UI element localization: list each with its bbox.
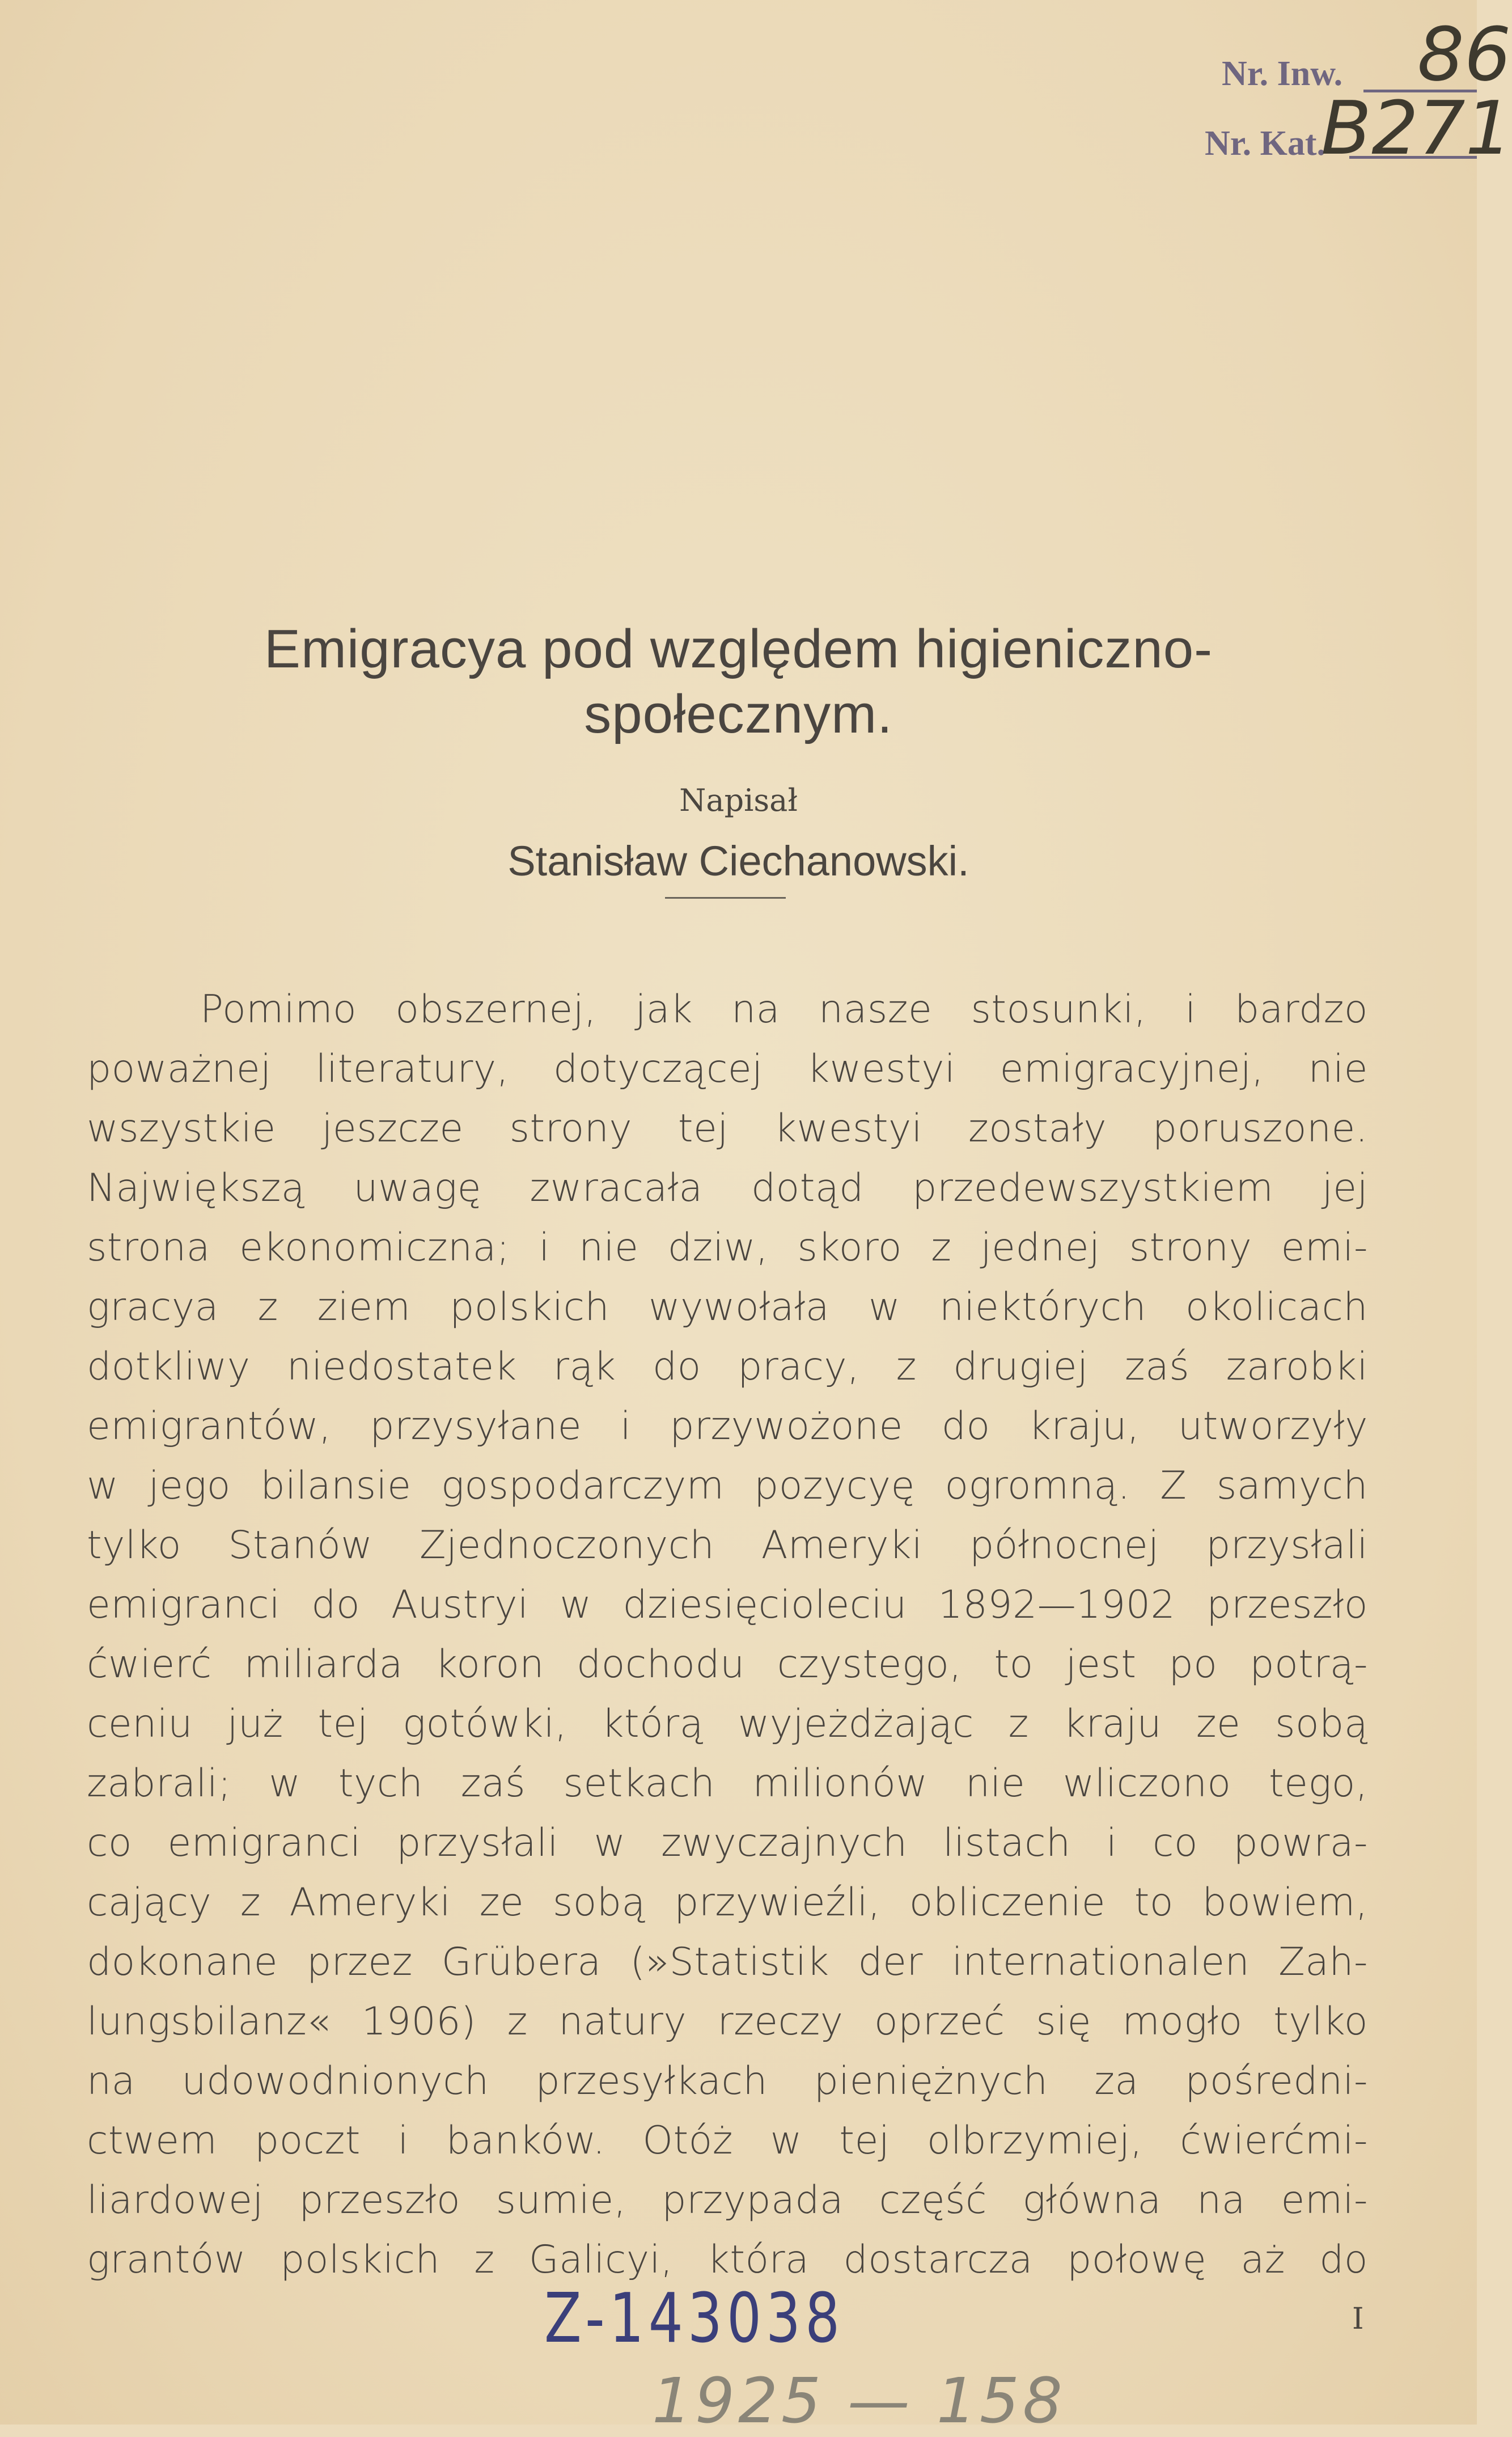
body-line: ćwierć miliarda koron dochodu czystego, to jest po potrą-: [87, 1642, 1368, 1687]
body-line: poważnej literatury, dotyczącej kwestyi emigracyjnej, nie: [87, 1047, 1368, 1091]
body-line: emigrantów, przysyłane i przywożone do kraju, utworzyły: [87, 1404, 1368, 1449]
body-line: gracya z ziem polskich wywołała w niektórych okolicach: [87, 1285, 1368, 1330]
article-title-line2: społecznym.: [584, 684, 893, 744]
article-title-line1: Emigracya pod względem higieniczno-: [264, 619, 1213, 679]
accession-number-stamp: Z-143038: [544, 2279, 845, 2358]
catalog-stamp-label: Nr. Kat.: [1205, 124, 1325, 163]
body-line: dotkliwy niedostatek rąk do pracy, z drugiej zaś zarobki: [87, 1344, 1368, 1389]
body-line: ceniu już tej gotówki, którą wyjeżdżając z kraju ze sobą: [87, 1702, 1368, 1746]
body-line: grantów polskich z Galicyi, która dostarcza połowę aż do: [87, 2237, 1368, 2282]
body-line: na udowodnionych przesyłkach pieniężnych za pośredni-: [87, 2059, 1368, 2104]
pencil-note: 1925 — 158: [652, 2364, 1066, 2437]
body-line: zabrali; w tych zaś setkach milionów nie wliczono tego,: [87, 1761, 1368, 1806]
page-number: I: [1352, 2302, 1364, 2336]
separator-rule: [665, 897, 786, 899]
inventory-handwritten-value: 86: [1417, 11, 1511, 98]
body-line: tylko Stanów Zjednoczonych Ameryki północnej przysłali: [87, 1523, 1368, 1568]
catalog-handwritten-value: B271: [1321, 85, 1512, 171]
author-name: Stanisław Ciechanowski.: [507, 837, 969, 885]
body-line: wszystkie jeszcze strony tej kwestyi zostały poruszone.: [87, 1106, 1368, 1151]
body-line: w jego bilansie gospodarczym pozycyę ogromną. Z samych: [87, 1463, 1368, 1508]
body-line: liardowej przeszło sumie, przypada część główna na emi-: [87, 2178, 1368, 2223]
body-line: Pomimo obszernej, jak na nasze stosunki, i bardzo: [200, 987, 1368, 1032]
byline-label: Napisał: [679, 782, 798, 818]
inventory-stamp-label: Nr. Inw.: [1222, 54, 1343, 93]
body-line: co emigranci przysłali w zwyczajnych listach i co powra-: [87, 1821, 1368, 1865]
body-line: dokonane przez Grübera (»Statistik der internationalen Zah-: [87, 1940, 1368, 1985]
body-line: cający z Ameryki ze sobą przywieźli, obliczenie to bowiem,: [87, 1880, 1368, 1925]
article-body: [87, 980, 1368, 2290]
body-line: strona ekonomiczna; i nie dziw, skoro z jednej strony emi-: [87, 1225, 1368, 1270]
body-line: lungsbilanz« 1906) z natury rzeczy oprzeć się mogło tylko: [87, 1999, 1368, 2044]
body-line: emigranci do Austryi w dziesięcioleciu 1892—1902 przeszło: [87, 1583, 1368, 1627]
body-line: Największą uwagę zwracała dotąd przedewszystkiem jej: [87, 1166, 1368, 1211]
body-line: ctwem poczt i banków. Otóż w tej olbrzymiej, ćwierćmi-: [87, 2118, 1368, 2163]
